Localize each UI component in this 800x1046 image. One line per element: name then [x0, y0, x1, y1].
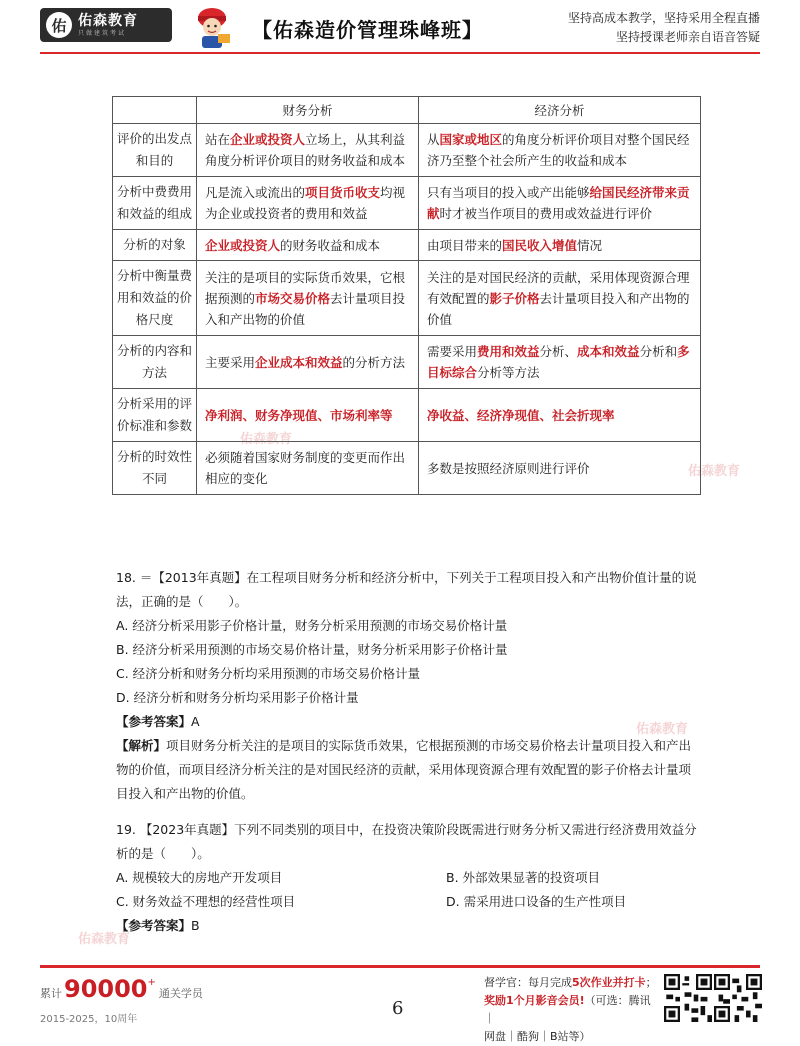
- cell-text: 的角度分析评价项目对整个国民经济乃至整个社会所产生的收益和成本: [427, 132, 690, 168]
- footer-divider: [40, 965, 760, 968]
- cell-text: 的分析方法: [342, 354, 406, 370]
- option-b: B. 外部效果显著的投资项目: [446, 870, 601, 885]
- options-row-1: [116, 866, 700, 890]
- answer-line: [116, 710, 700, 734]
- slogan-line-2: 坚持授课老师亲自语音答疑: [615, 30, 760, 44]
- finance-cell: [197, 230, 419, 261]
- analysis-text: 项目财务分析关注的是项目的实际货币效果，它根据预测的市场交易价格去计量项目投入和产出物的价值，而项目经济分析关注的是对国民经济的贡献，采用体现资源合理有效配置的影子价格去计量项目投入和产出物的价值。: [116, 738, 692, 801]
- highlighted-text: 净利润、财务净现值、市场利率等: [205, 407, 393, 423]
- promo-text: [484, 974, 660, 1046]
- cell-text: 多数是按照经济原则进行评价: [427, 460, 590, 476]
- cell-text: 情况: [577, 237, 603, 253]
- economic-cell: [419, 177, 701, 230]
- table-row: [113, 389, 701, 442]
- stat-number: 90000: [64, 975, 148, 1003]
- economic-cell: [419, 442, 701, 495]
- promo-line1-c: ；: [645, 976, 657, 989]
- options-row-2: [116, 890, 700, 914]
- row-label: 分析的对象: [113, 230, 197, 261]
- finance-cell: [197, 336, 419, 389]
- economic-cell: [419, 124, 701, 177]
- highlighted-text: 成本和效益: [577, 344, 640, 359]
- cell-text: 从: [427, 132, 440, 147]
- brand-logo: [40, 8, 172, 42]
- highlighted-text: 企业或投资人: [230, 132, 306, 147]
- highlighted-text: 国民收入增值: [502, 237, 578, 253]
- table-row: [113, 261, 701, 336]
- cell-text: 站在: [205, 132, 231, 147]
- highlighted-text: 费用和效益: [477, 344, 540, 359]
- finance-cell: [197, 261, 419, 336]
- economic-cell: [419, 389, 701, 442]
- qr-code-icon[interactable]: [714, 974, 762, 1022]
- highlighted-text: 国家或地区: [439, 132, 503, 147]
- cell-text: 由项目带来的: [427, 237, 503, 253]
- cell-text: 关注的是项目的实际货币效果，它根据预测的: [205, 269, 406, 306]
- cell-text: 立场上，从其利益角度分析评价项目的财务收益和成本: [205, 132, 406, 168]
- header-divider: [40, 52, 760, 54]
- answer-line: [116, 914, 700, 938]
- table-row: [113, 124, 701, 177]
- promo-line1-a: 督学官：每月完成: [484, 976, 572, 989]
- slogan-line-1: 坚持高成本教学，坚持采用全程直播: [567, 11, 760, 25]
- promo-highlight: 5次作业并打卡: [572, 976, 646, 989]
- promo-line3: 网盘｜酷狗｜B站等）: [484, 1030, 591, 1043]
- logo-subtext: 只做建筑考试: [78, 29, 127, 37]
- column-header-economic: 经济分析: [419, 97, 701, 124]
- option-b: B. 经济分析采用预测的市场交易价格计量，财务分析采用影子价格计量: [116, 642, 508, 657]
- cell-text: 必须随着国家财务制度的变更而作出相应的变化: [205, 450, 406, 486]
- analysis-label: 【解析】: [116, 738, 167, 753]
- logo-text: 佑森教育: [78, 12, 138, 29]
- table-row: [113, 230, 701, 261]
- finance-cell: [197, 124, 419, 177]
- page-number: 6: [392, 998, 404, 1019]
- cell-text: 均视为企业或投资者的费用和效益: [205, 185, 406, 221]
- row-label: 分析采用的评价标准和参数: [113, 389, 197, 442]
- watermark: 佑森教育: [688, 464, 741, 479]
- highlighted-text: 企业或投资人: [205, 237, 281, 253]
- promo-reward: 奖励1个月影音会员!: [484, 994, 585, 1007]
- highlighted-text: 企业成本和效益: [255, 354, 343, 370]
- graduate-count: [40, 975, 203, 1003]
- highlighted-text: 项目货币收支: [305, 185, 381, 200]
- option-c: C. 经济分析和财务分析均采用预测的市场交易价格计量: [116, 666, 421, 681]
- watermark: 佑森教育: [240, 432, 293, 447]
- finance-cell: [197, 442, 419, 495]
- option-a: A. 经济分析采用影子价格计量，财务分析采用预测的市场交易价格计量: [116, 618, 508, 633]
- row-label: 分析中衡量费用和效益的价格尺度: [113, 261, 197, 336]
- cell-text: 的财务收益和成本: [280, 237, 381, 253]
- anniversary-years: 2015-2025，10周年: [40, 1014, 138, 1025]
- answer-value: B: [191, 918, 200, 933]
- column-header-label: [113, 97, 197, 124]
- promo-line2-b: （可选：腾讯｜: [484, 994, 651, 1025]
- highlighted-text: 给国民经济带来贡献: [427, 185, 690, 221]
- highlighted-text: 多目标综合: [427, 344, 690, 380]
- column-header-finance: 财务分析: [197, 97, 419, 124]
- stat-suffix: 通关学员: [158, 987, 203, 1000]
- row-label: 分析的时效性不同: [113, 442, 197, 495]
- finance-cell: [197, 389, 419, 442]
- economic-cell: [419, 230, 701, 261]
- answer-label: 【参考答案】: [116, 918, 192, 933]
- cell-text: 去计量项目投入和产出物的价值: [205, 290, 406, 327]
- question-stem: 19. 【2023年真题】下列不同类别的项目中，在投资决策阶段既需进行财务分析又需进行经济费用效益分析的是（ ）。: [116, 822, 697, 861]
- cell-text: 只有当项目的投入或产出能够: [427, 185, 590, 200]
- qr-code-icon[interactable]: [664, 974, 712, 1022]
- cell-text: 需要采用: [427, 344, 478, 359]
- table-row: [113, 336, 701, 389]
- stat-plus: +: [147, 977, 156, 988]
- question-18: [116, 566, 700, 806]
- row-label: 分析中费费用和效益的组成: [113, 177, 197, 230]
- option-d: D. 经济分析和财务分析均采用影子价格计量: [116, 690, 359, 705]
- header-slogan: [568, 9, 760, 47]
- economic-cell: [419, 336, 701, 389]
- answer-label: 【参考答案】: [116, 714, 192, 729]
- watermark: 佑森教育: [78, 932, 131, 947]
- watermark: 佑森教育: [636, 722, 689, 737]
- cell-text: 分析等方法: [477, 365, 540, 380]
- table-header-row: [113, 97, 701, 124]
- cell-text: 分析和: [639, 344, 678, 359]
- option-d: D. 需采用进口设备的生产性项目: [446, 894, 627, 909]
- logo-mark-icon: 佑: [46, 12, 72, 38]
- comparison-table: [112, 96, 701, 495]
- question-19: [116, 818, 700, 938]
- option-c: C. 财务效益不理想的经营性项目: [116, 894, 296, 909]
- stat-prefix: 累计: [40, 987, 62, 1000]
- question-stem: 18. ＝【2013年真题】在工程项目财务分析和经济分析中，下列关于工程项目投入和产出物价值计量的说法，正确的是（ ）。: [116, 570, 697, 609]
- answer-value: A: [191, 714, 200, 729]
- cell-text: 关注的是对国民经济的贡献，采用体现资源合理有效配置的: [427, 269, 690, 306]
- cell-text: 主要采用: [205, 354, 256, 370]
- highlighted-text: 影子价格: [489, 290, 540, 306]
- table-row: [113, 177, 701, 230]
- cell-text: 时才被当作项目的费用或效益进行评价: [439, 206, 653, 221]
- page-header: [0, 0, 800, 54]
- cell-text: 凡是流入或流出的: [205, 185, 306, 200]
- cell-text: 分析、: [539, 344, 578, 359]
- cell-text: 去计量项目投入和产出物的价值: [427, 290, 690, 327]
- row-label: 分析的内容和方法: [113, 336, 197, 389]
- option-a: A. 规模较大的房地产开发项目: [116, 870, 283, 885]
- finance-cell: [197, 177, 419, 230]
- mascot-icon: [188, 4, 236, 50]
- row-label: 评价的出发点和目的: [113, 124, 197, 177]
- economic-cell: [419, 261, 701, 336]
- table-row: [113, 442, 701, 495]
- table-body: [113, 124, 701, 495]
- analysis: [116, 734, 700, 806]
- page-title: 【佑森造价管理珠峰班】: [252, 18, 483, 42]
- highlighted-text: 市场交易价格: [255, 290, 331, 306]
- highlighted-text: 净收益、经济净现值、社会折现率: [427, 407, 615, 423]
